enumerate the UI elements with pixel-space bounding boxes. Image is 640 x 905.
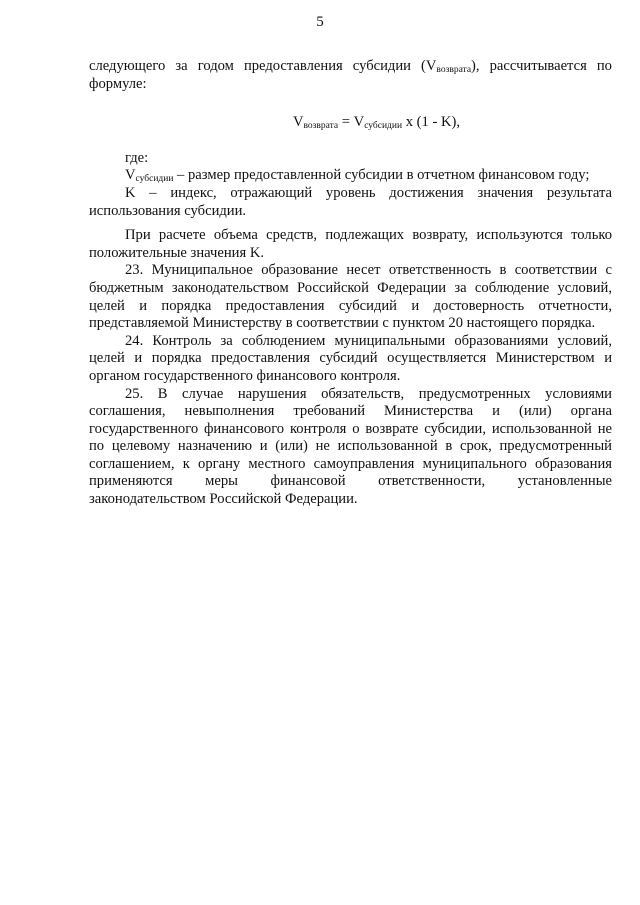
note-positive-values: При расчете объема средств, подлежащих возврату, используются только положительные значения K. [89, 227, 612, 261]
paragraph-25: 25. В случае нарушения обязательств, предусмотренных условиями соглашения, невыполнения требований Министерства и (или) органа государственного финансового контроля о возврате субсидии, использованной не по целевому назначению и (или) не использованной в срок, предусмотренный соглашением, к органу местного самоуправления муниципального образования применяются меры финансовой ответственности, установленные законодательством Российской Федерации. [89, 385, 612, 508]
paragraph-24: 24. Контроль за соблюдением муниципальными образованиями условий, целей и порядка предоставления субсидий осуществляется Министерством и органом государственного финансового контроля. [89, 332, 612, 384]
document-body [89, 58, 612, 509]
page-number: 5 [316, 14, 324, 30]
intro-tail: ), рассчитывается по формуле: [89, 58, 612, 92]
formula-rhs-tail: x (1 - K), [402, 114, 461, 131]
definition-text: – размер предоставленной субсидии в отчетном финансовом году; [173, 167, 590, 184]
formula [89, 114, 612, 132]
intro-paragraph [89, 58, 612, 93]
formula-lhs-symbol: V [292, 114, 304, 131]
formula-rhs-symbol: V [353, 114, 365, 131]
formula-lhs-subscript: возврата [303, 121, 339, 132]
definition-v-subsidy [89, 167, 612, 185]
paragraph-23: 23. Муниципальное образование несет ответственность в соответствии с бюджетным законодательством Российской Федерации за соблюдение условий, целей и порядка предоставления субсидий и достоверность отчетности, представляемой Министерству в соответствии с пунктом 20 настоящего порядка. [89, 262, 612, 332]
where-label: где: [125, 149, 149, 166]
intro-subscript: возврата [436, 65, 472, 75]
definition-subscript: субсидии [135, 174, 174, 185]
definition-k-index: K – индекс, отражающий уровень достижения значения результата использования субсидии. [89, 184, 612, 219]
intro-text: следующего за годом предоставления субсидии (V [89, 58, 437, 74]
definition-symbol: V [125, 167, 136, 184]
formula-equals: = [338, 114, 354, 131]
formula-rhs-subscript: субсидии [364, 121, 403, 132]
